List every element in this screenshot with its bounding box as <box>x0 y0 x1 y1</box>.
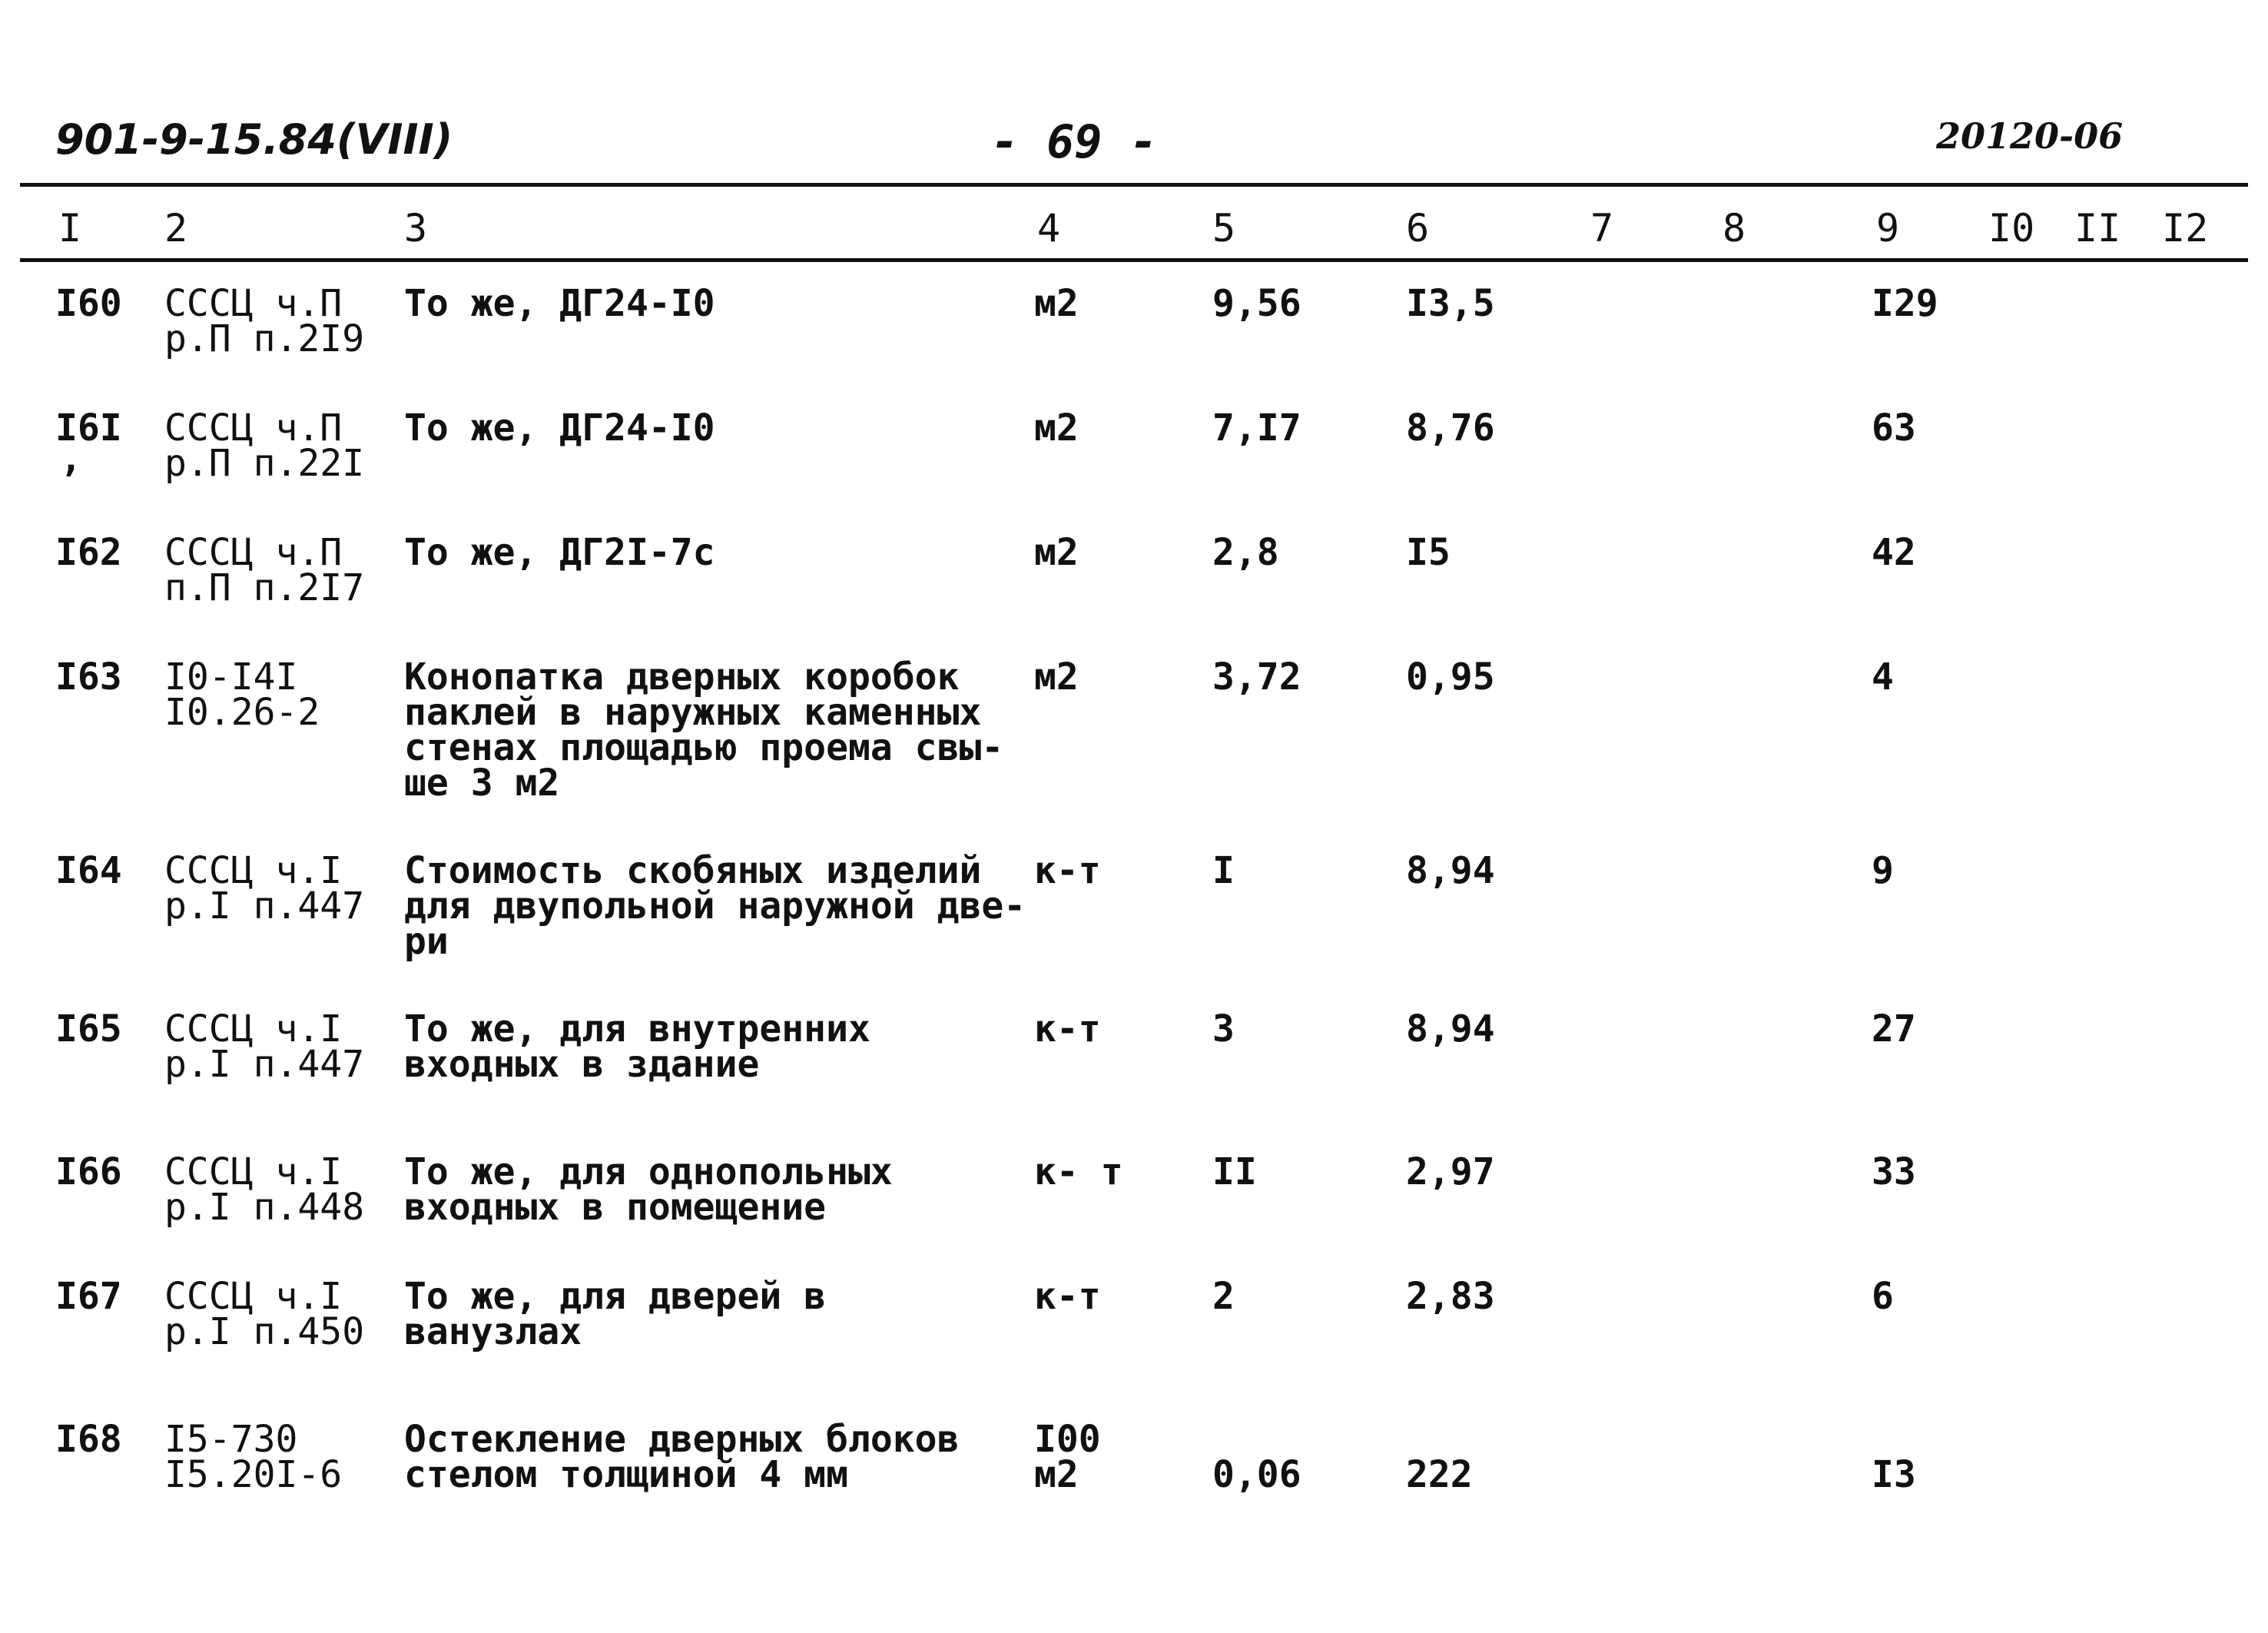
price-reference-line-1: СССЦ ч.I <box>164 849 343 892</box>
work-description-line: То же, для дверей в <box>404 1275 827 1318</box>
price-reference-line-1: I0-I4I <box>164 656 298 699</box>
price-reference-line-2: р.I п.447 <box>164 1043 365 1086</box>
price-reference-line-1: СССЦ ч.П <box>164 531 343 574</box>
total-cost-value: 33 <box>1872 1150 1916 1193</box>
row-number: I60 <box>55 282 122 325</box>
work-description-line: ванузлах <box>404 1310 582 1353</box>
quantity-value: 3 <box>1212 1007 1235 1050</box>
page-number: - 69 - <box>991 115 1158 169</box>
work-description-line: ри <box>404 920 449 963</box>
col-head-1: I <box>58 206 82 251</box>
quantity-value: I <box>1212 849 1235 892</box>
col-head-12: I2 <box>2162 206 2209 251</box>
total-cost-value: 63 <box>1872 407 1916 450</box>
sheet-code: 20120-06 <box>1936 115 2124 157</box>
col-head-6: 6 <box>1406 206 1430 251</box>
unit-price-value: I5 <box>1406 531 1451 574</box>
row-number: I64 <box>55 849 122 892</box>
total-cost-value: 4 <box>1872 656 1894 699</box>
document-code: 901-9-15.84(VIII) <box>55 115 453 164</box>
unit-of-measure: м2 <box>1034 531 1079 574</box>
total-cost-value: 9 <box>1872 849 1894 892</box>
col-head-2: 2 <box>164 206 188 251</box>
total-cost-value: 27 <box>1872 1007 1916 1050</box>
price-reference-line-2: р.I п.450 <box>164 1310 365 1353</box>
unit-price-value: 222 <box>1406 1453 1473 1496</box>
work-description-line: ше 3 м2 <box>404 762 560 805</box>
col-head-11: II <box>2074 206 2121 251</box>
total-cost-value: 6 <box>1872 1275 1894 1318</box>
row-number: I6I <box>55 407 122 450</box>
work-description-line: То же, ДГ24-I0 <box>404 407 715 450</box>
total-cost-value: I3 <box>1872 1453 1916 1496</box>
quantity-value: 0,06 <box>1212 1453 1301 1496</box>
quantity-value: 2 <box>1212 1275 1235 1318</box>
row-number: I65 <box>55 1007 122 1050</box>
row-number: I68 <box>55 1418 122 1461</box>
work-description-line: входных в помещение <box>404 1186 827 1229</box>
price-reference-line-1: СССЦ ч.П <box>164 282 343 325</box>
work-description-line: стелом толщиной 4 мм <box>404 1453 848 1496</box>
price-reference-line-2: р.П п.22I <box>164 442 365 485</box>
quantity-value: II <box>1212 1150 1257 1193</box>
work-description-line: Остекление дверных блоков <box>404 1418 960 1461</box>
row-number: I67 <box>55 1275 122 1318</box>
col-head-7: 7 <box>1590 206 1614 251</box>
unit-price-value: 8,94 <box>1406 1007 1495 1050</box>
price-reference-line-2: I5.20I-6 <box>164 1453 343 1496</box>
work-description-line: Стоимость скобяных изделий <box>404 849 982 892</box>
work-description-line: То же, ДГ2I-7с <box>404 531 715 574</box>
price-reference-line-1: СССЦ ч.I <box>164 1150 343 1193</box>
total-cost-value: I29 <box>1872 282 1938 325</box>
col-head-3: 3 <box>404 206 428 251</box>
col-head-10: I0 <box>1988 206 2035 251</box>
work-description-line: для двупольной наружной две- <box>404 885 1026 928</box>
col-head-5: 5 <box>1212 206 1236 251</box>
quantity-value: 9,56 <box>1212 282 1301 325</box>
unit-of-measure: к-т <box>1034 1007 1101 1050</box>
unit-price-value: 2,97 <box>1406 1150 1495 1193</box>
unit-price-value: 8,94 <box>1406 849 1495 892</box>
price-reference-line-1: СССЦ ч.I <box>164 1275 343 1318</box>
work-description-line: То же, для однопольных <box>404 1150 893 1193</box>
unit-of-measure: к- т <box>1034 1150 1123 1193</box>
price-reference-line-2: р.I п.448 <box>164 1186 365 1229</box>
work-description-line: Конопатка дверных коробок <box>404 656 960 699</box>
top-rule <box>20 183 2248 187</box>
work-description-line: То же, ДГ24-I0 <box>404 282 715 325</box>
price-reference-line-2: п.П п.2I7 <box>164 566 365 609</box>
quantity-value: 3,72 <box>1212 656 1301 699</box>
quantity-value: 2,8 <box>1212 531 1279 574</box>
price-reference-line-1: СССЦ ч.П <box>164 407 343 450</box>
price-reference-line-1: СССЦ ч.I <box>164 1007 343 1050</box>
work-description-line: стенах площадью проема свы- <box>404 726 1004 769</box>
unit-of-measure: м2 <box>1034 407 1079 450</box>
unit-price-value: I3,5 <box>1406 282 1495 325</box>
unit-of-measure: м2 <box>1034 282 1079 325</box>
col-head-9: 9 <box>1876 206 1900 251</box>
unit-of-measure: к-т <box>1034 849 1101 892</box>
price-reference-line-2: р.П п.2I9 <box>164 317 365 360</box>
row-number: I62 <box>55 531 122 574</box>
total-cost-value: 42 <box>1872 531 1916 574</box>
unit-of-measure: к-т <box>1034 1275 1101 1318</box>
price-reference-line-2: р.I п.447 <box>164 885 365 928</box>
row-number-mark: , <box>60 437 82 480</box>
col-head-8: 8 <box>1723 206 1746 251</box>
quantity-value: 7,I7 <box>1212 407 1301 450</box>
unit-price-value: 8,76 <box>1406 407 1495 450</box>
unit-of-measure: м2 <box>1034 1453 1079 1496</box>
work-description-line: входных в здание <box>404 1043 760 1086</box>
col-head-4: 4 <box>1037 206 1061 251</box>
unit-of-measure: I00 <box>1034 1418 1101 1461</box>
price-reference-line-1: I5-730 <box>164 1418 298 1461</box>
unit-of-measure: м2 <box>1034 656 1079 699</box>
unit-price-value: 0,95 <box>1406 656 1495 699</box>
row-number: I66 <box>55 1150 122 1193</box>
header-rule <box>20 258 2248 262</box>
work-description-line: То же, для внутренних <box>404 1007 870 1050</box>
row-number: I63 <box>55 656 122 699</box>
work-description-line: паклей в наружных каменных <box>404 691 982 734</box>
unit-price-value: 2,83 <box>1406 1275 1495 1318</box>
price-reference-line-2: I0.26-2 <box>164 691 320 734</box>
